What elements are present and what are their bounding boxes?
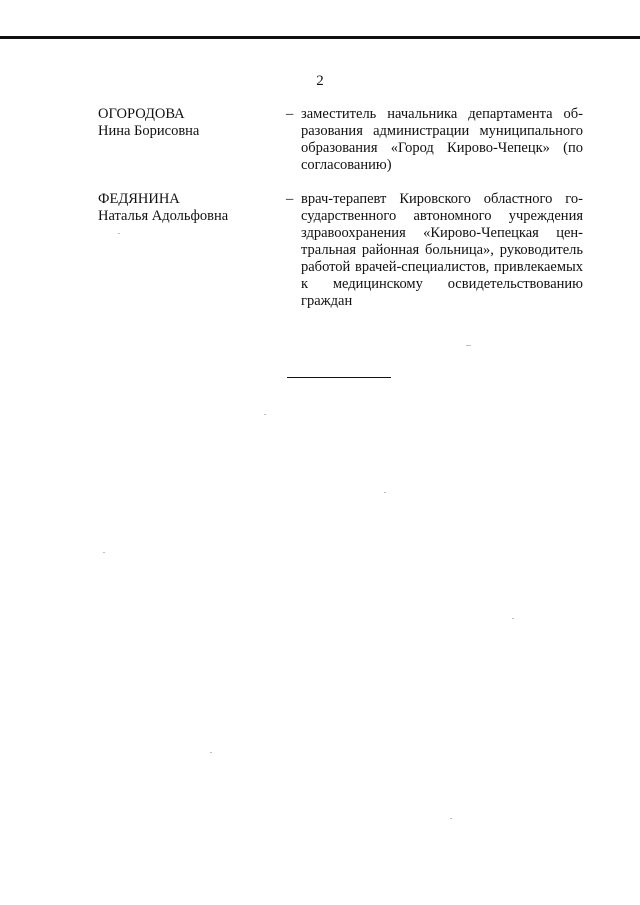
entry-dash: – [286,106,294,122]
end-of-list-line [287,377,391,378]
top-border-line [0,36,640,39]
scan-speck [118,233,120,234]
scan-speck [103,552,105,553]
member-given-names: Нина Борисовна [98,123,200,139]
member-surname: ОГОРОДОВА [98,106,185,122]
scan-speck [210,752,212,753]
page-number: 2 [316,73,324,89]
scan-speck [384,492,386,493]
scan-speck [466,345,471,346]
scan-speck [264,414,266,415]
member-position-description: врач-терапевт Кировского областного государственного автономного учреждения здравоохранения «Кирово-Чепецкая центральная районная больница», руководитель работой врачей-специалистов, привлекаемых к медицинскому освидетельствованию граждан [301,191,583,309]
member-name-block [98,191,268,225]
member-given-names: Наталья Адольфовна [98,208,229,224]
member-name-block [98,106,268,140]
scan-speck [450,818,452,819]
member-surname: ФЕДЯНИНА [98,191,180,207]
scan-speck [512,618,514,619]
member-position-description: заместитель начальника департамента образования администрации муниципального образования «Город Кирово-Чепецк» (по согласованию) [301,106,583,173]
entry-dash: – [286,191,294,207]
